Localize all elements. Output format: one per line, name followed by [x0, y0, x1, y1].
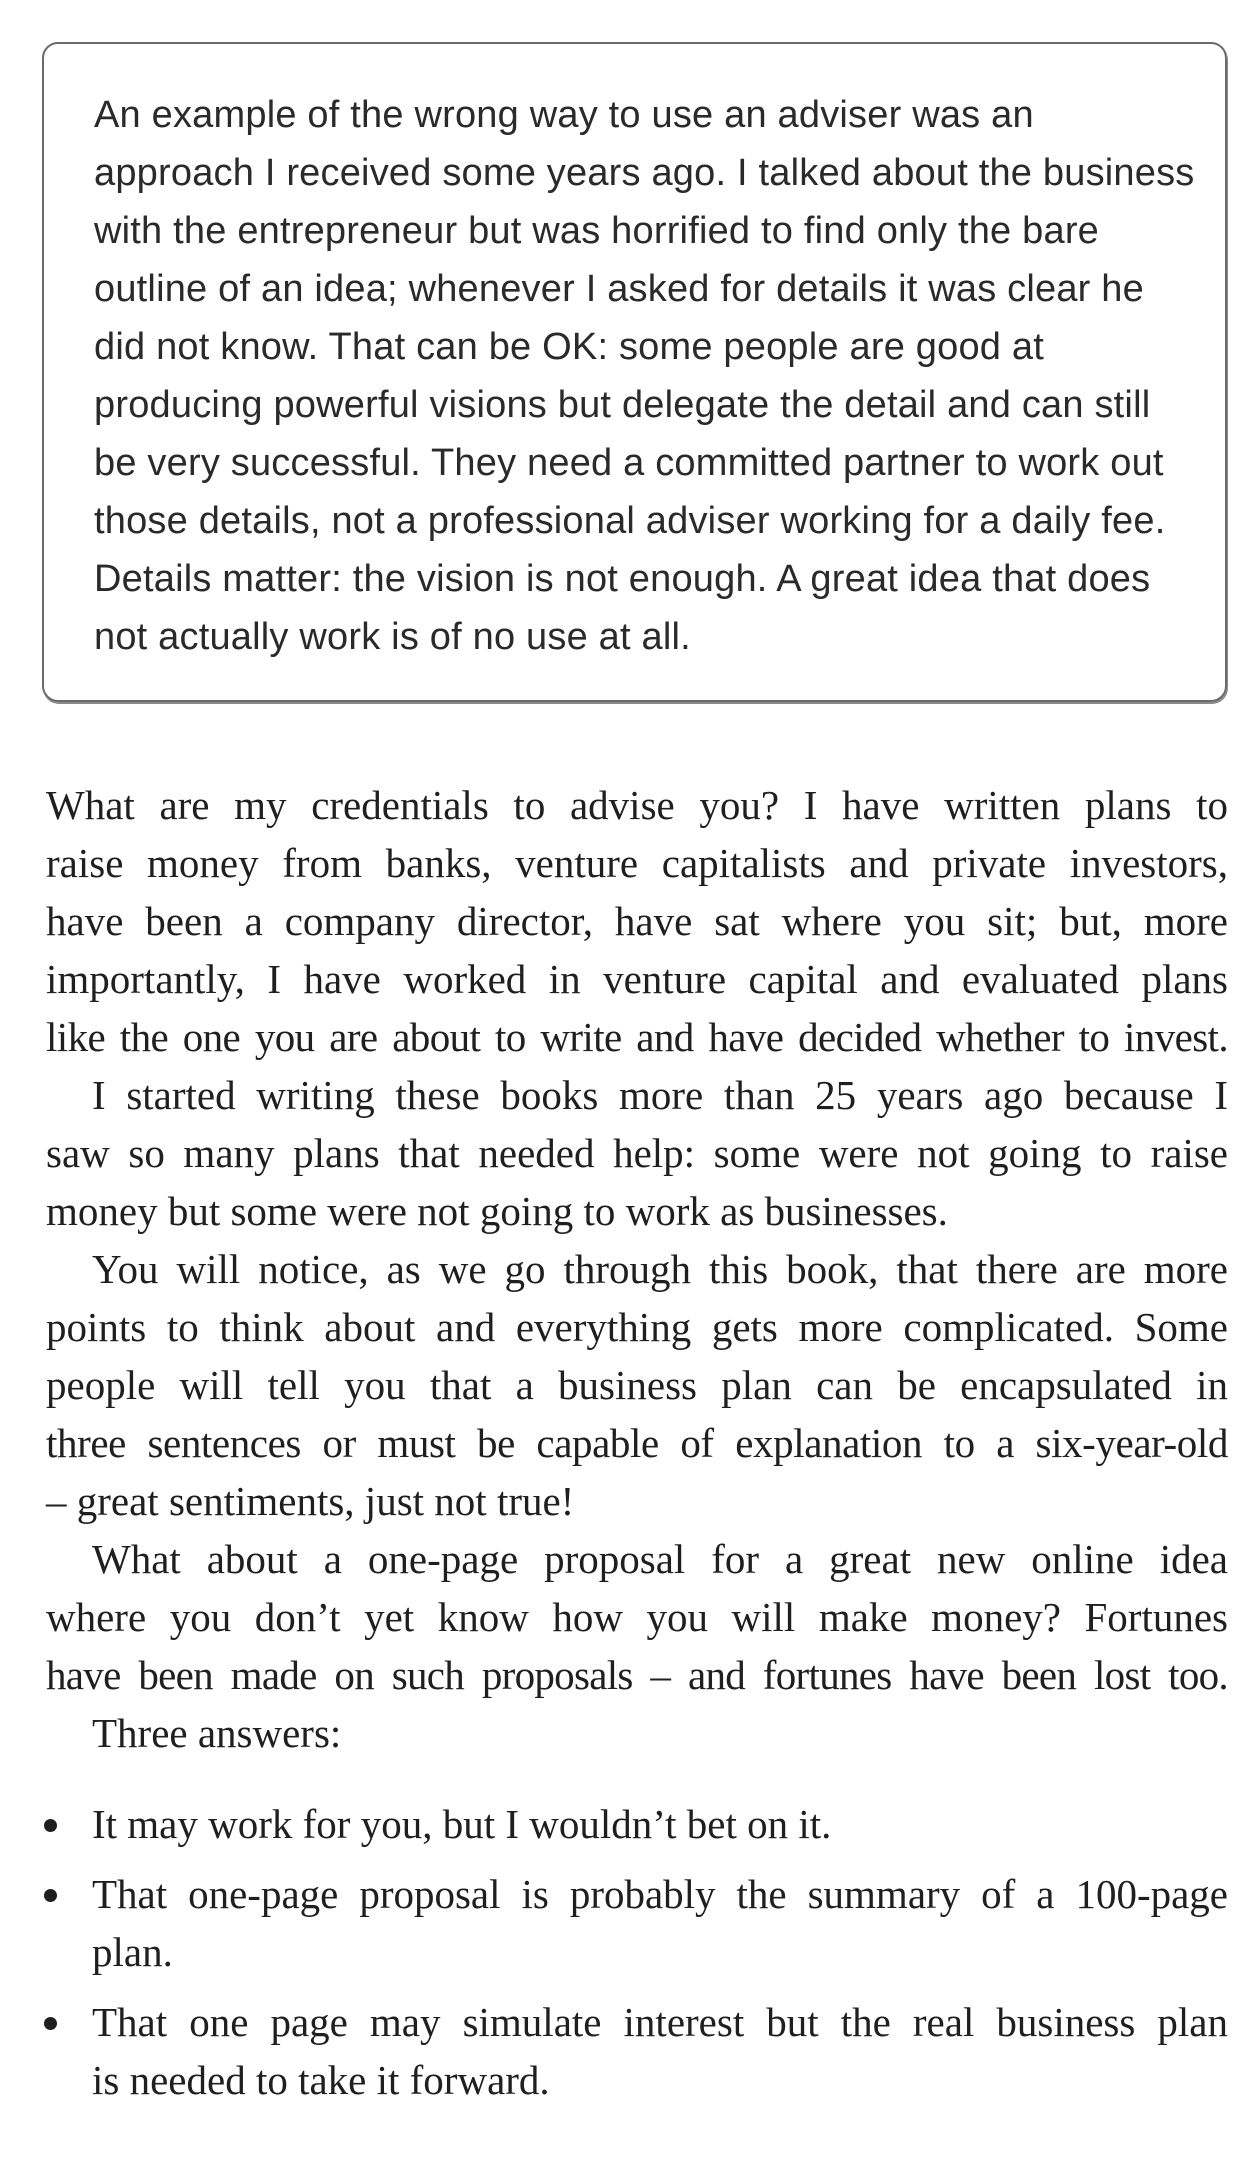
- box-text-line: with the entrepreneur but was horrified to find only the bare: [94, 210, 1100, 252]
- list-item: [40, 1993, 1228, 2109]
- bullet-icon: [44, 1889, 57, 1902]
- bullet-icon: [44, 1819, 57, 1832]
- box-text-line: did not know. That can be OK: some people are good at: [94, 326, 1044, 368]
- text-line: I started writing these books more than 25 years ago because I: [92, 1072, 1228, 1118]
- box-text-line: outline of an idea; whenever I asked for details it was clear he: [94, 268, 1144, 310]
- text-line: Three answers:: [92, 1710, 342, 1756]
- text-line: What are my credentials to advise you? I have written plans to: [46, 782, 1228, 828]
- answers-list: [40, 1795, 1228, 2121]
- text-line: points to think about and everything gets more complicated. Some: [46, 1304, 1228, 1350]
- text-line: importantly, I have worked in venture capital and evaluated plans: [46, 956, 1228, 1002]
- text-line: plan.: [92, 1929, 173, 1975]
- box-text-line: approach I received some years ago. I talked about the business: [94, 152, 1195, 194]
- text-line: three sentences or must be capable of explanation to a six-year-old: [46, 1420, 1228, 1466]
- paragraph-three-answers: [46, 1704, 1228, 1762]
- box-text-line: those details, not a professional adviser working for a daily fee.: [94, 500, 1166, 542]
- text-line: That one page may simulate interest but the real business plan: [92, 1999, 1228, 2045]
- text-line: people will tell you that a business plan can be encapsulated in: [46, 1362, 1228, 1408]
- text-line: have been made on such proposals – and fortunes have been lost too.: [46, 1652, 1228, 1698]
- adviser-example-box: [42, 42, 1227, 702]
- text-line: money but some were not going to work as businesses.: [46, 1188, 948, 1234]
- paragraph-books-history: [46, 1066, 1228, 1240]
- text-line: saw so many plans that needed help: some were not going to raise: [46, 1130, 1228, 1176]
- text-line: That one-page proposal is probably the summary of a 100-page: [92, 1871, 1228, 1917]
- text-line: like the one you are about to write and have decided whether to invest.: [46, 1014, 1228, 1060]
- box-text-line: producing powerful visions but delegate the detail and can still: [94, 384, 1151, 426]
- paragraph-complexity: [46, 1240, 1228, 1530]
- text-line: You will notice, as we go through this book, that there are more: [92, 1246, 1228, 1292]
- text-line: What about a one-page proposal for a great new online idea: [92, 1536, 1228, 1582]
- box-text-line: An example of the wrong way to use an adviser was an: [94, 94, 1034, 136]
- text-line: It may work for you, but I wouldn’t bet on it.: [92, 1801, 832, 1847]
- text-line: raise money from banks, venture capitalists and private investors,: [46, 840, 1228, 886]
- text-line: is needed to take it forward.: [92, 2057, 550, 2103]
- text-line: where you don’t yet know how you will make money? Fortunes: [46, 1594, 1228, 1640]
- list-item: [40, 1795, 1228, 1853]
- body-text: [46, 776, 1228, 1762]
- bullet-icon: [44, 2017, 57, 2030]
- box-text-line: Details matter: the vision is not enough. A great idea that does: [94, 558, 1151, 600]
- paragraph-credentials: [46, 776, 1228, 1066]
- box-text-line: not actually work is of no use at all.: [94, 616, 691, 658]
- text-line: – great sentiments, just not true!: [46, 1478, 575, 1524]
- list-item: [40, 1865, 1228, 1981]
- box-text-line: be very successful. They need a committed partner to work out: [94, 442, 1164, 484]
- text-line: have been a company director, have sat where you sit; but, more: [46, 898, 1228, 944]
- paragraph-one-page-proposal: [46, 1530, 1228, 1704]
